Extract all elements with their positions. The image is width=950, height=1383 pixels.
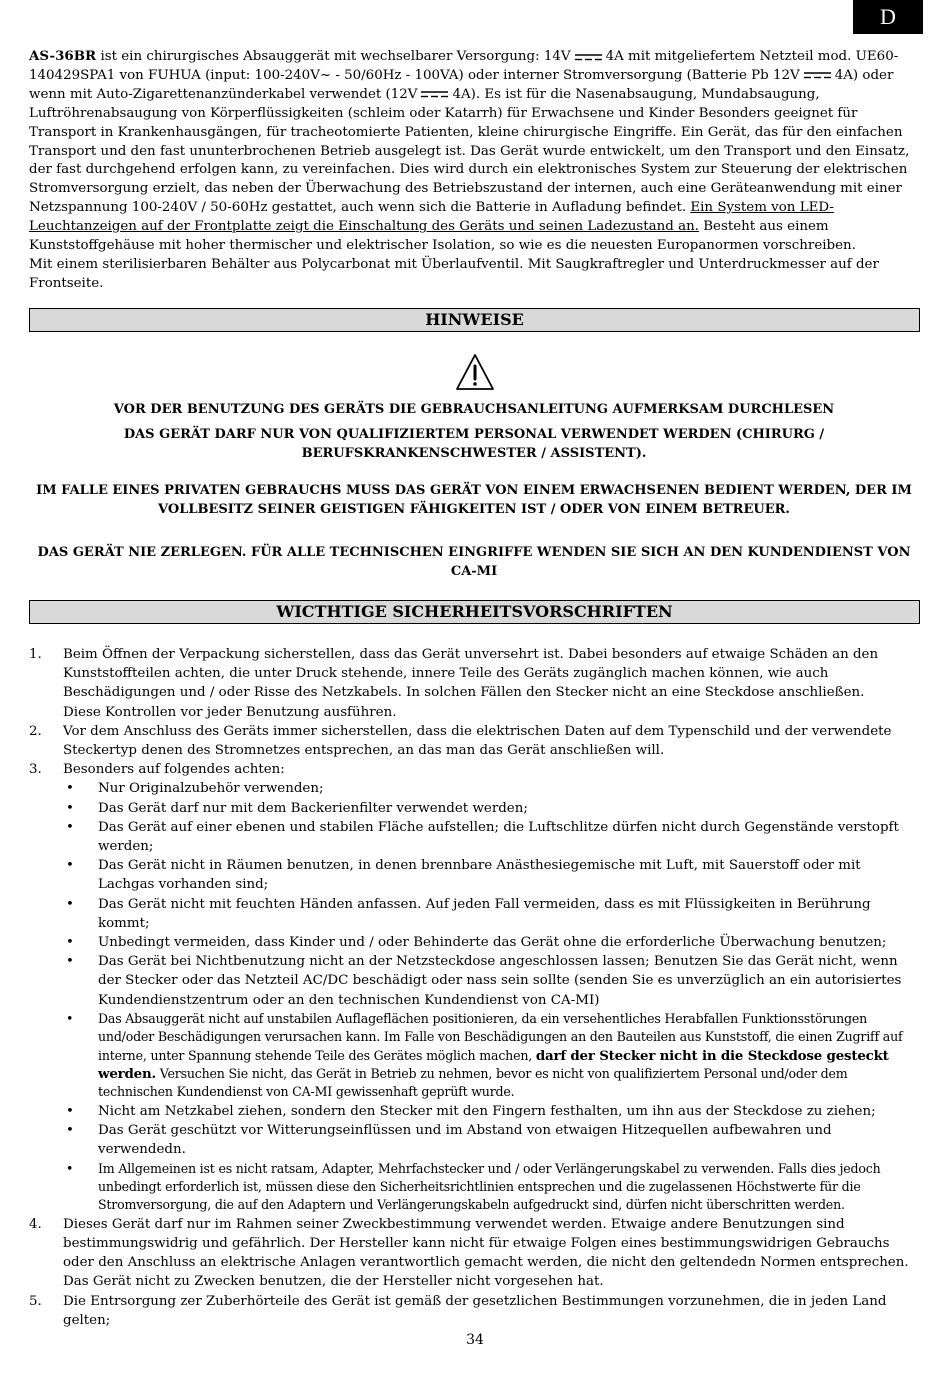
notice-do-not-disassemble	[29, 543, 919, 581]
rule-text: Dieses Gerät darf nur im Rahmen seiner Zweckbestimmung verwendet werden. Etwaige andere Benutzungen sind bestimmungswidrig und gefährlich. Der Hersteller kann nicht für etwaige Folgen eines bestimmungswidrigen Gebrauchs oder den Anschluss an elektrische Anlagen verantwortlich gemacht werden, die nicht den geltendedn Normen entsprechen.	[63, 1216, 909, 1271]
intro-text-3: 4A) oder wenn mit Auto-Zigarettenanzünderkabel verwendet (12V	[29, 67, 894, 102]
notice-qualified-personnel	[29, 425, 919, 463]
notice-private-use-line-2: VOLLBESITZ SEINER GEISTIGEN FÄHIGKEITEN IST / ODER VON EINEM BETREUER.	[158, 502, 790, 517]
rule-number: 2.	[29, 723, 42, 739]
safety-rule-2	[29, 722, 919, 760]
safety-heading: WICTHTIGE SICHERHEITSVORSCHRIFTEN	[29, 600, 920, 624]
safety-rule-3	[29, 760, 919, 1215]
dc-symbol-icon	[804, 71, 831, 79]
intro-text-6: Besteht aus einem Kunststoffgehäuse mit hoher thermischer und elektrischer Isolation, so wie es die neuesten Europanormen vorschreiben.	[29, 219, 856, 254]
bullet-adapters: • Im Allgemeinen ist es nicht ratsam, Adapter, Mehrfachstecker und / oder Verlängerungskabel zu verwenden. Falls dies jedoch unbedingt erforderlich ist, müssen diese den Sicherheitsrichtlinien entsprechen und die zugelassenen Höchstwerte für die Stromversorgung, die auf den Adaptern und Verlängerungskabeln aufgedruckt sind, dürfen nicht überschritten werden.	[63, 1160, 919, 1215]
rule-number: 4.	[29, 1216, 42, 1232]
intro-text-2: 4A mit mitgeliefertem Netzteil mod. UE60-140429SPA1 von FUHUA (input: 100-240V~ - 50/60Hz - 100VA) oder interner Stromversorgung (Batterie Pb 12V	[29, 49, 899, 83]
bullet-unstable-warning: darf der Stecker nicht in die Steckdose gesteckt werden.	[98, 1047, 889, 1083]
rule-number: 3.	[29, 762, 42, 778]
model-name: AS-36BR	[29, 48, 97, 64]
rule-text: Die Entrsorgung zer Zuberhörteile des Gerät ist gemäß der gesetzlichen Bestimmungen vorzunehmen, die in jeden Land gelten;	[63, 1293, 887, 1328]
notice-qualified-personnel-line-1: DAS GERÄT DARF NUR VON QUALIFIZIERTEM PERSONAL VERWENDET WERDEN (CHIRURG /	[123, 427, 825, 442]
safety-rules-list	[29, 645, 919, 1330]
bullet-unstable-surfaces	[63, 1010, 919, 1102]
intro-text-4: 4A). Es ist für die Nasenabsaugung, Mundabsaugung, Luftröhrenabsaugung von Körperflüssigkeiten (schleim oder Katarrh) für Erwachsene und Kinder Besonders geeignet für Transport in Krankenhausgängen, für tracheotomierte Patienten, kleine chirurgische Eingriffe. Ein Gerät, das für den einfachen Transport und den fast ununterbrochenen Betrieb ausgelegt ist. Das Gerät wurde entwickelt, um den Transport und den Einsatz, der fast durchgehend erfolgen kann, zu vereinfachen. Dies wird durch ein elektronisches System zur Steuerung der elektrischen Stromversorgung erzielt, das neben der Überwachung des Betriebszustand der internen, auch eine Geräteanwendung mit einer Netzspannung 100-240V / 50-60Hz gestattet, auch wenn sich die Batterie in Aufladung befindet.	[29, 86, 910, 216]
page-number: 34	[466, 1332, 484, 1348]
bullet-bacteria-filter: • Das Gerät darf nur mit dem Backerienfilter verwendet werden;	[63, 799, 919, 818]
rule-number: 1.	[29, 647, 42, 662]
bullet-original-accessories: • Nur Originalzubehör verwenden;	[63, 779, 919, 798]
dc-symbol-icon	[421, 90, 448, 98]
intro-text-7: Mit einem sterilisierbaren Behälter aus Polycarbonat mit Überlaufventil. Mit Saugkraftregler und Unterdruckmesser auf der Frontseite.	[29, 256, 879, 291]
rule-text: Besonders auf folgendes achten:	[63, 762, 285, 778]
intro-paragraph	[29, 47, 919, 294]
bullet-power-cord: • Nicht am Netzkabel ziehen, sondern den Stecker mit den Fingern festhalten, um ihn aus der Steckdose zu ziehen;	[63, 1102, 919, 1121]
rule-text-note: Diese Kontrollen vor jeder Benutzung ausführen.	[63, 704, 397, 720]
bullet-unstable-text-2: Versuchen Sie nicht, das Gerät in Betrieb zu nehmen, bevor es nicht von qualifiziertem Personal und/oder dem technischen Kundendienst von CA-MI gewissenhaft geprüft wurde.	[98, 1066, 848, 1100]
bullet-wet-hands: • Das Gerät nicht mit feuchten Händen anfassen. Auf jeden Fall vermeiden, dass es mit Flüssigkeiten in Berührung kommt;	[63, 895, 919, 933]
safety-rule-5	[29, 1292, 919, 1330]
bullet-stable-surface: • Das Gerät auf einer ebenen und stabilen Fläche aufstellen; die Luftschlitze dürfen nicht durch Gegenstände verstopft werden;	[63, 818, 919, 856]
warning-triangle-icon	[455, 352, 495, 392]
rule-text: Beim Öffnen der Verpackung sicherstellen, dass das Gerät unversehrt ist. Dabei besonders auf etwaige Schäden an den Kunststoffteilen achten, die unter Druck stehende, innere Teile des Geräts zugänglich machen können, wie auch Beschädigungen und / oder Risse des Netzkabels. In solchen Fällen den Stecker nicht an eine Steckdose anschließen.	[63, 647, 879, 701]
safety-rule-4	[29, 1215, 919, 1292]
rule-number: 5.	[29, 1293, 42, 1309]
intro-led-note: Ein System von LED-Leuchtanzeigen auf der Frontplatte zeigt die Einschaltung des Geräts und seinen Ladezustand an.	[29, 200, 834, 235]
bullet-weather-protection: • Das Gerät geschützt vor Witterungseinflüssen und im Abstand von etwaigen Hitzequellen aufbewahren und verwendedn.	[63, 1121, 919, 1159]
notice-qualified-personnel-line-2: BERUFSKRANKENSCHWESTER / ASSISTENT).	[301, 446, 647, 461]
dc-symbol-icon	[575, 53, 602, 61]
bullet-unplug-when-unused: • Das Gerät bei Nichtbenutzung nicht an der Netzsteckdose angeschlossen lassen; Benutzen Sie das Gerät nicht, wenn der Stecker oder das Netzteil AC/DC beschädigt oder nass sein sollte (senden Sie es unverzüglich an ein autorisiertes Kundendienstzentrum oder an den technischen Kundendienst von CA-MI)	[63, 952, 919, 1010]
bullet-list	[63, 779, 919, 1214]
notice-do-not-disassemble-line-2: CA-MI	[450, 564, 498, 579]
notice-do-not-disassemble-line-1: DAS GERÄT NIE ZERLEGEN. FÜR ALLE TECHNISCHEN EINGRIFFE WENDEN SIE SICH AN DEN KUNDENDIENST VON	[37, 545, 911, 560]
notice-read-manual: VOR DER BENUTZUNG DES GERÄTS DIE GEBRAUCHSANLEITUNG AUFMERKSAM DURCHLESEN	[113, 402, 835, 417]
notice-private-use-line-1: IM FALLE EINES PRIVATEN GEBRAUCHS MUSS DAS GERÄT VON EINEM ERWACHSENEN BEDIENT WERDEN, DER IM	[36, 483, 912, 498]
bullet-children-supervision: • Unbedingt vermeiden, dass Kinder und / oder Behinderte das Gerät ohne die erforderliche Überwachung benutzen;	[63, 933, 919, 952]
hinweise-heading: HINWEISE	[29, 308, 920, 332]
intro-text-1: ist ein chirurgisches Absauggerät mit wechselbarer Versorgung: 14V	[96, 49, 571, 64]
bullet-flammable-anesthetics: • Das Gerät nicht in Räumen benutzen, in denen brennbare Anästhesiegemische mit Luft, mit Sauerstoff oder mit Lachgas vorhanden sind;	[63, 856, 919, 894]
safety-rule-1	[29, 645, 919, 722]
rule-text: Vor dem Anschluss des Geräts immer sicherstellen, dass die elektrischen Daten auf dem Typenschild und der verwendete Steckertyp denen des Stromnetzes entsprechen, an das man das Gerät anschließen will.	[63, 723, 892, 759]
notice-private-use	[29, 481, 919, 519]
language-tab: D	[853, 0, 923, 34]
rule-text-note: Das Gerät nicht zu Zwecken benutzen, die der Hersteller nicht vorgesehen hat.	[63, 1274, 604, 1290]
bullet-unstable-text-1: Das Absauggerät nicht auf unstabilen Auflageflächen positionieren, da ein versehentliches Herabfallen Funktionsstörungen und/oder Beschädigungen verursachen kann. Im Falle von Beschädigungen an den Bauteilen aus Kunststoff, die einen Zugriff auf interne, unter Spannung stehende Teile des Gerätes möglich machen,	[98, 1010, 903, 1063]
